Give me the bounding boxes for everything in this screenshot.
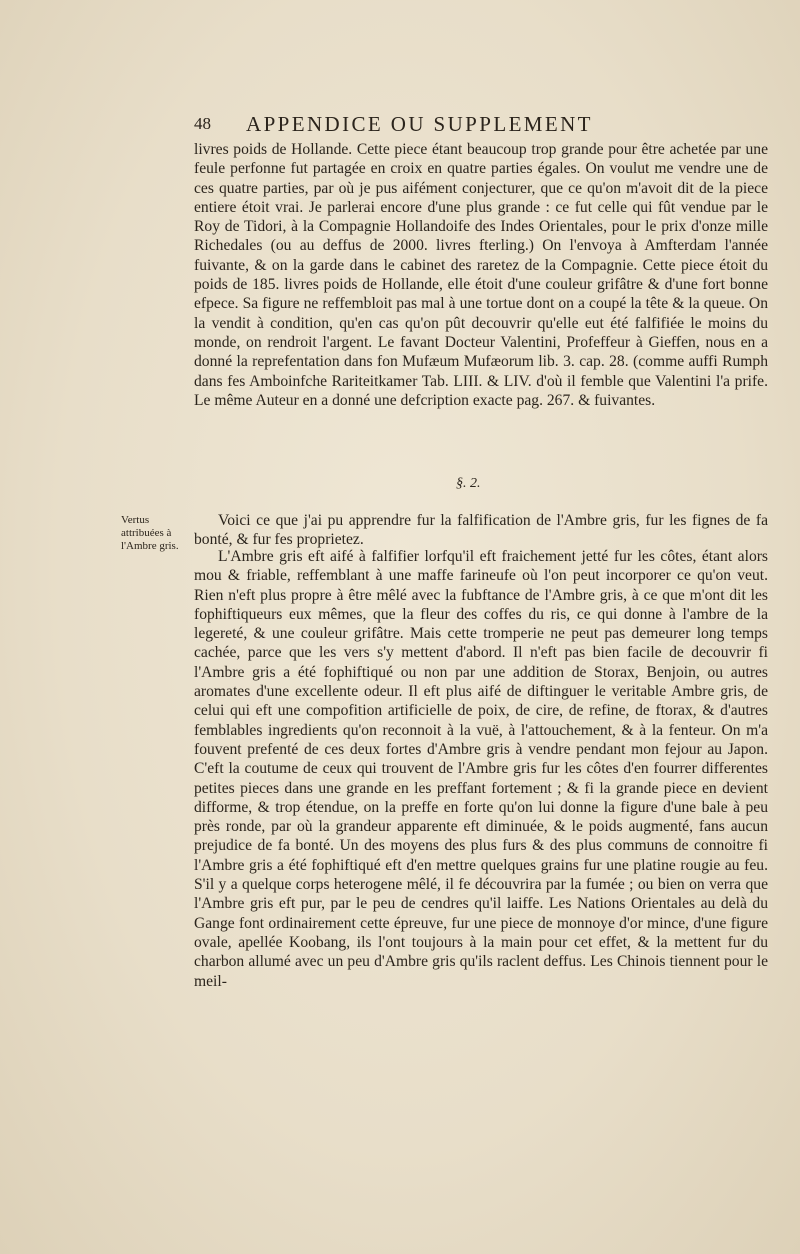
section-mark: §. 2. [456,476,481,491]
page-header [194,112,768,138]
page-number: 48 [194,114,211,133]
paragraph-2 [194,511,768,550]
paragraph-2-text: Voici ce que j'ai pu apprendre fur la falfification de l'Ambre gris, fur les fignes de fa bonté, & fur fes proprietez. [194,512,768,549]
margin-note: Vertus attribuées à l'Ambre gris. [121,514,179,552]
paragraph-3: L'Ambre gris eft aifé à falfifier lorfqu'il eft fraichement jetté fur les côtes, étant alors mou & friable, reffemblant à une maffe farineufe où l'on peut incorporer ce qu'on veut. Rien n'eft plus propre à être mêlé avec la fubftance de l'Ambre gris, à ce que m'ont dit les fophiftiqueurs eux mêmes, que la fleur des coffes du ris, ce qui donne à l'ambre de la legereté, & une couleur grifâtre. Mais cette tromperie ne peut pas demeurer long temps cachée, parce que les vers s'y mettent d'abord. Il n'eft pas bien facile de decouvrir fi l'Ambre gris a été fophiftiqué ou non par une addition de Storax, Benjoin, ou autres aromates d'une excellente odeur. Il eft plus aifé de diftinguer le veritable Ambre gris, de celui qui eft une compofition artificielle de poix, de cire, de refine, de ftorax, & d'autres femblables ingredients qu'on reconnoit à la vuë, à l'attouchement, & à la fenteur. On m'a fouvent prefenté de ces deux fortes d'Ambre gris à vendre pendant mon fejour au Japon. C'eft la coutume de ceux qui trouvent de l'Ambre gris fur les côtes d'en fourrer differentes petites pieces dans une grande en les preffant fortement ; & fi la grande piece en devient difforme, & trop étendue, on la preffe en forte qu'on lui donne la figure d'une bale à peu près ronde, par où la grandeur apparente eft diminuée, & le poids augmenté, fans aucun prejudice de fa bonté. Un des moyens des plus furs & des plus communs de connoitre fi l'Ambre gris a été fophiftiqué eft d'en mettre quelques grains fur une platine rougie au feu. S'il y a quelque corps heterogene mêlé, il fe découvrira par la fumée ; ou bien on verra que l'Ambre gris eft pur, par le peu de cendres qu'il laiffe. Les Nations Orientales au delà du Gange font ordinairement cette épreuve, fur une piece de monnoye d'or mince, d'une figure ovale, apellée Koobang, ils l'ont toujours à la main pour cet effet, & la mettent fur du charbon allumé avec un peu d'Ambre gris qu'ils raclent deffus. Les Chinois tiennent pour le meil- [194,548,768,990]
paragraph-1: livres poids de Hollande. Cette piece étant beaucoup trop grande pour être achetée par une feule perfonne fut partagée en croix en quatre parties égales. On voulut me vendre une de ces quatre parties, par où je pus aifément conjecturer, que ce qu'on m'avoit dit de la piece entiere étoit vrai. Je parlerai encore d'une plus grande : ce fut celle qui fût vendue par le Roy de Tidori, à la Compagnie Hollandoife des Indes Orientales, pour le prix d'onze mille Richedales (ou au deffus de 2000. livres fterling.) On l'envoya à Amfterdam l'année fuivante, & on la garde dans le cabinet des raretez de la Compagnie. Cette piece étoit du poids de 185. livres poids de Hollande, elle étoit d'une couleur grifâtre & d'une fort bonne efpece. Sa figure ne reffembloit pas mal à une tortue dont on a coupé la tête & la queue. On la vendit à condition, qu'en cas qu'on pût decouvrir qu'elle eut été falfifiée le moins du monde, on rendroit l'argent. Le favant Docteur Valentini, Profeffeur à Gieffen, nous en a donné la reprefentation dans fon Mufæum Mufæorum lib. 3. cap. 28. (comme auffi Rumph dans fes Amboinfche Rariteitkamer Tab. LIII. & LIV. d'où il femble que Valentini l'a prife. Le même Auteur en a donné une defcription exacte pag. 267. & fuivantes. [194,141,768,409]
running-head: APPENDICE OU SUPPLEMENT [246,112,593,136]
